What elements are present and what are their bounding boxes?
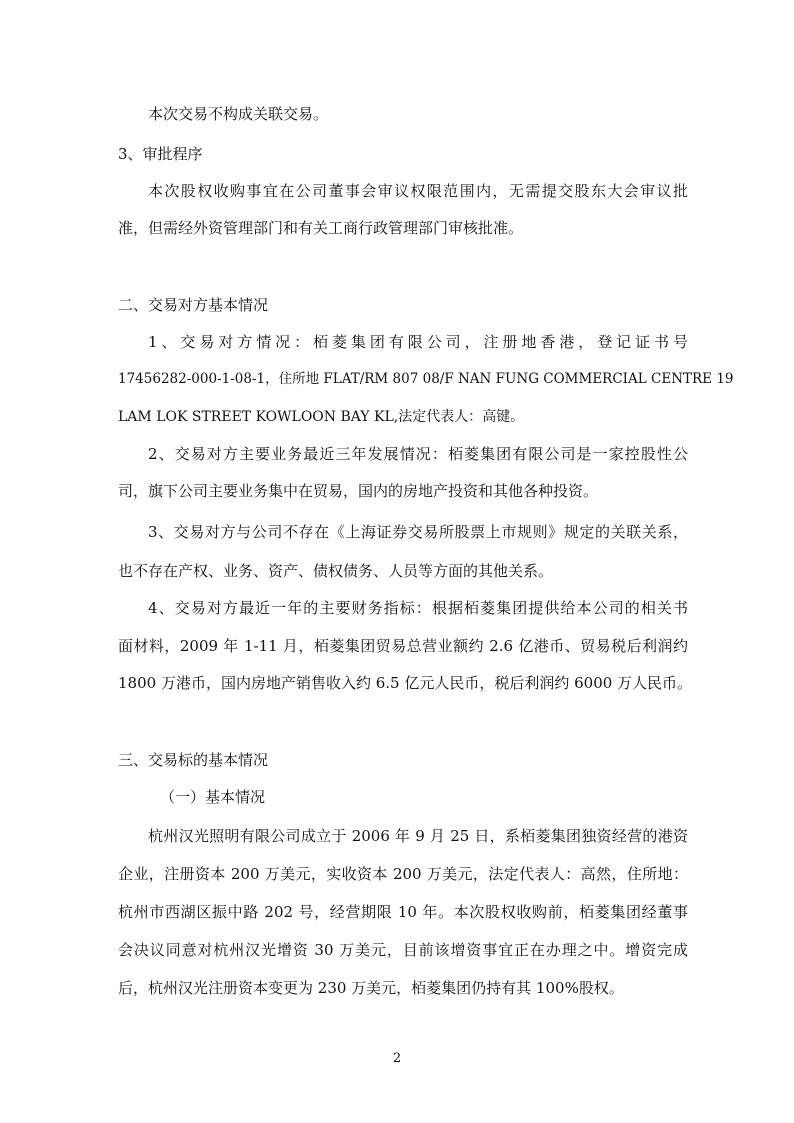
page-number: 2 [392,1051,402,1066]
paragraph-line: 杭州汉光照明有限公司成立于 2006 年 9 月 25 日，系栢菱集团独资经营的港资 [148,827,688,845]
paragraph-line: 本次交易不构成关联交易。 [148,105,329,123]
paragraph-line: 17456282-000-1-08-1，住所地 FLAT/RM 807 08/F NAN FUNG COMMERCIAL CENTRE 19 [118,371,734,387]
section-heading: 3、审批程序 [118,145,203,163]
paragraph-line: 4、交易对方最近一年的主要财务指标：根据栢菱集团提供给本公司的相关书 [148,599,688,617]
section-heading: 二、交易对方基本情况 [118,296,269,314]
paragraph-line: 也不存在产权、业务、资产、债权债务、人员等方面的其他关系。 [118,562,554,580]
section-heading: 三、交易标的基本情况 [118,751,269,769]
subsection-heading: （一）基本情况 [160,788,266,806]
paragraph-line: 后，杭州汉光注册资本变更为 230 万美元，栢菱集团仍持有其 100%股权。 [118,979,624,997]
paragraph-line: 企业，注册资本 200 万美元，实收资本 200 万美元，法定代表人：高然，住所地： [118,865,688,883]
paragraph-line: 2、交易对方主要业务最近三年发展情况：栢菱集团有限公司是一家控股性公 [148,445,688,463]
paragraph-line: 面材料，2009 年 1-11 月，栢菱集团贸易总营业额约 2.6 亿港币、贸易税后利润约 [118,637,688,655]
paragraph-line: 本次股权收购事宜在公司董事会审议权限范围内，无需提交股东大会审议批 [148,182,688,200]
paragraph-line: 1800 万港币，国内房地产销售收入约 6.5 亿元人民币，税后利润约 6000 万人民币。 [118,674,693,692]
paragraph-line: 1、交易对方情况：栢菱集团有限公司，注册地香港，登记证书号 [148,333,688,351]
paragraph-line: 准，但需经外资管理部门和有关工商行政管理部门审核批准。 [118,219,524,237]
paragraph-line: 杭州市西湖区振中路 202 号，经营期限 10 年。本次股权收购前，栢菱集团经董事 [118,903,688,921]
paragraph-line: LAM LOK STREET KOWLOON BAY KL,法定代表人：高键。 [118,409,525,425]
paragraph-line: 会决议同意对杭州汉光增资 30 万美元，目前该增资事宜正在办理之中。增资完成 [118,941,688,959]
paragraph-line: 3、交易对方与公司不存在《上海证券交易所股票上市规则》规定的关联关系， [148,523,688,541]
paragraph-line: 司，旗下公司主要业务集中在贸易，国内的房地产投资和其他各种投资。 [118,482,599,500]
